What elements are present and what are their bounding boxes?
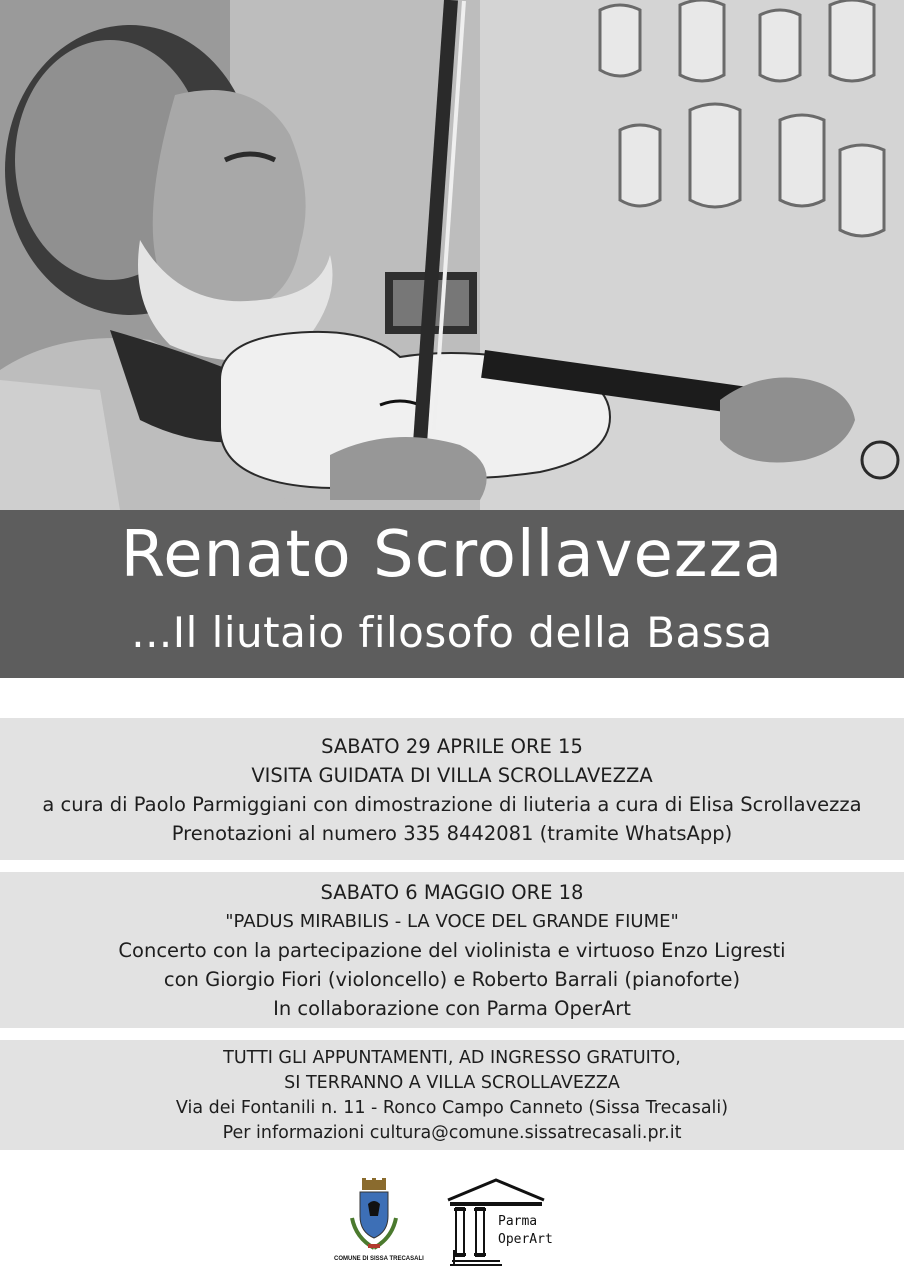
event-1-booking: Prenotazioni al numero 335 8442081 (tramite WhatsApp) (171, 822, 733, 845)
operart-logo (446, 1178, 586, 1270)
event-2-description: Concerto con la partecipazione del violinista e virtuoso Enzo Ligresti (118, 939, 786, 962)
event-1-description: a cura di Paolo Parmiggiani con dimostrazione di liuteria a cura di Elisa Scrollavezza (42, 793, 862, 816)
operart-word-operart: OperArt (498, 1232, 553, 1247)
comune-logo (334, 1178, 424, 1270)
info-panel (0, 1040, 904, 1150)
event-1-date: SABATO 29 APRILE ORE 15 (321, 735, 583, 758)
info-address: Via dei Fontanili n. 11 - Ronco Campo Canneto (Sissa Trecasali) (175, 1098, 729, 1118)
comune-caption: COMUNE DI SISSA TRECASALI (334, 1256, 424, 1262)
coat-of-arms-icon (346, 1178, 402, 1254)
page-subtitle: ...Il liutaio filosofo della Bassa (131, 608, 773, 657)
info-location: SI TERRANNO A VILLA SCROLLAVEZZA (284, 1073, 620, 1093)
event-2-performers: con Giorgio Fiori (violoncello) e Roberto Barrali (pianoforte) (163, 968, 741, 991)
event-2-title: "PADUS MIRABILIS - LA VOCE DEL GRANDE FIUME" (225, 911, 679, 932)
operart-word-parma: Parma (498, 1214, 538, 1229)
event-1-title: VISITA GUIDATA DI VILLA SCROLLAVEZZA (251, 764, 653, 787)
info-contact: Per informazioni cultura@comune.sissatrecasali.pr.it (222, 1123, 682, 1143)
event-2-date: SABATO 6 MAGGIO ORE 18 (320, 881, 584, 904)
page-title: Renato Scrollavezza (120, 518, 784, 592)
info-free-entry: TUTTI GLI APPUNTAMENTI, AD INGRESSO GRATUITO, (223, 1048, 681, 1068)
event-1-panel (0, 718, 904, 860)
violinist-photo-illustration (0, 0, 904, 510)
event-2-collaboration: In collaborazione con Parma OperArt (273, 997, 631, 1020)
hero-photo (0, 0, 904, 510)
event-2-panel (0, 872, 904, 1028)
